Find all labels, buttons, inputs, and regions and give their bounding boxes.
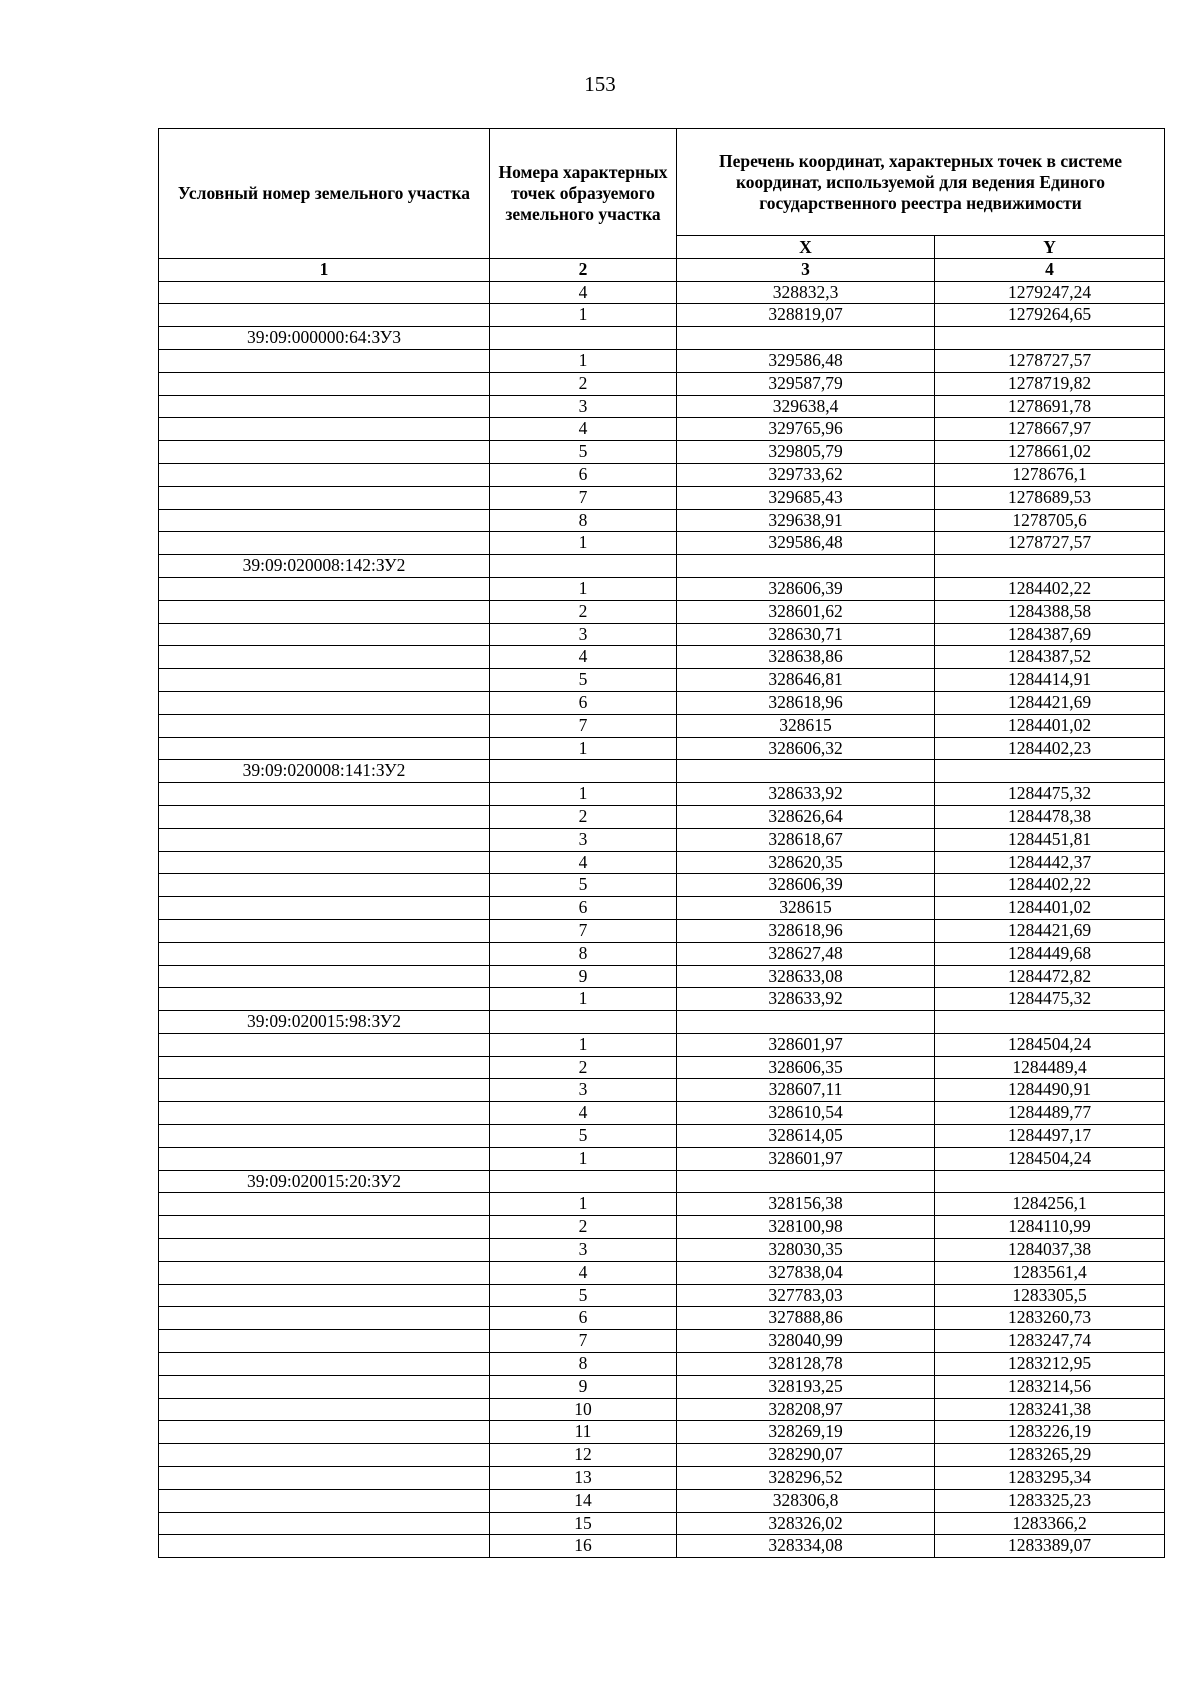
y-coordinate-cell: 1284449,68 <box>935 942 1165 965</box>
parcel-number-cell <box>159 304 490 327</box>
parcel-number-cell <box>159 600 490 623</box>
point-number-cell: 5 <box>490 874 677 897</box>
table-row <box>159 441 1165 464</box>
y-coordinate-cell <box>935 1011 1165 1034</box>
x-coordinate-cell: 328627,48 <box>677 942 935 965</box>
page-number: 153 <box>584 72 616 96</box>
point-number-cell: 1 <box>490 349 677 372</box>
point-number-cell: 14 <box>490 1489 677 1512</box>
x-coordinate-cell: 328290,07 <box>677 1444 935 1467</box>
y-coordinate-cell: 1283241,38 <box>935 1398 1165 1421</box>
table-row <box>159 1170 1165 1193</box>
table-row <box>159 828 1165 851</box>
point-number-cell: 1 <box>490 737 677 760</box>
parcel-number-cell <box>159 1261 490 1284</box>
x-coordinate-cell: 328633,92 <box>677 783 935 806</box>
table-row <box>159 577 1165 600</box>
x-coordinate-cell: 329765,96 <box>677 418 935 441</box>
x-coordinate-cell: 328208,97 <box>677 1398 935 1421</box>
point-number-cell: 9 <box>490 1375 677 1398</box>
point-number-cell: 1 <box>490 1193 677 1216</box>
table-row <box>159 714 1165 737</box>
point-number-cell: 2 <box>490 600 677 623</box>
x-coordinate-cell: 329586,48 <box>677 349 935 372</box>
parcel-number-cell <box>159 669 490 692</box>
table-row <box>159 600 1165 623</box>
x-coordinate-cell: 328606,32 <box>677 737 935 760</box>
y-coordinate-cell: 1284110,99 <box>935 1216 1165 1239</box>
x-coordinate-cell: 328040,99 <box>677 1330 935 1353</box>
point-number-cell: 1 <box>490 1147 677 1170</box>
point-number-cell: 3 <box>490 828 677 851</box>
point-number-cell: 5 <box>490 669 677 692</box>
parcel-number-cell <box>159 532 490 555</box>
parcel-number-cell <box>159 372 490 395</box>
point-number-cell: 11 <box>490 1421 677 1444</box>
point-number-cell: 4 <box>490 851 677 874</box>
table-row <box>159 805 1165 828</box>
x-coordinate-cell: 328630,71 <box>677 623 935 646</box>
point-number-cell: 1 <box>490 1033 677 1056</box>
y-coordinate-cell: 1278676,1 <box>935 463 1165 486</box>
x-coordinate-cell: 329805,79 <box>677 441 935 464</box>
parcel-number-cell <box>159 1353 490 1376</box>
point-number-cell <box>490 1011 677 1034</box>
y-coordinate-cell: 1283305,5 <box>935 1284 1165 1307</box>
y-coordinate-cell: 1284402,22 <box>935 874 1165 897</box>
parcel-number-cell <box>159 1079 490 1102</box>
x-coordinate-cell: 328615 <box>677 897 935 920</box>
x-coordinate-cell: 328618,96 <box>677 919 935 942</box>
x-coordinate-cell: 328601,97 <box>677 1147 935 1170</box>
x-coordinate-cell: 328633,92 <box>677 988 935 1011</box>
table-row <box>159 1147 1165 1170</box>
point-number-cell <box>490 760 677 783</box>
point-number-cell: 5 <box>490 441 677 464</box>
table-row <box>159 1307 1165 1330</box>
x-coordinate-cell: 328646,81 <box>677 669 935 692</box>
parcel-number-cell: 39:09:020015:98:ЗУ2 <box>159 1011 490 1034</box>
x-coordinate-cell: 328638,86 <box>677 646 935 669</box>
parcel-number-cell: 39:09:000000:64:ЗУ3 <box>159 327 490 350</box>
y-coordinate-cell: 1283260,73 <box>935 1307 1165 1330</box>
y-coordinate-cell: 1284402,23 <box>935 737 1165 760</box>
x-coordinate-cell: 328606,39 <box>677 874 935 897</box>
x-coordinate-cell: 328296,52 <box>677 1467 935 1490</box>
point-number-cell: 8 <box>490 509 677 532</box>
y-coordinate-cell: 1284401,02 <box>935 714 1165 737</box>
table-row <box>159 1398 1165 1421</box>
parcel-number-cell <box>159 1444 490 1467</box>
table-row <box>159 349 1165 372</box>
y-coordinate-cell: 1284037,38 <box>935 1239 1165 1262</box>
x-coordinate-cell: 329685,43 <box>677 486 935 509</box>
parcel-number-cell: 39:09:020008:141:ЗУ2 <box>159 760 490 783</box>
table-row <box>159 1125 1165 1148</box>
point-number-cell: 8 <box>490 1353 677 1376</box>
parcel-number-cell <box>159 805 490 828</box>
x-coordinate-cell: 329638,4 <box>677 395 935 418</box>
y-coordinate-cell: 1278727,57 <box>935 349 1165 372</box>
parcel-number-cell <box>159 1056 490 1079</box>
y-coordinate-cell: 1278719,82 <box>935 372 1165 395</box>
table-row <box>159 1239 1165 1262</box>
table-row <box>159 1056 1165 1079</box>
point-number-cell <box>490 555 677 578</box>
y-coordinate-cell: 1284489,4 <box>935 1056 1165 1079</box>
y-coordinate-cell: 1283389,07 <box>935 1535 1165 1558</box>
table-row <box>159 965 1165 988</box>
x-coordinate-cell: 328193,25 <box>677 1375 935 1398</box>
table-row <box>159 1353 1165 1376</box>
point-number-cell: 2 <box>490 805 677 828</box>
parcel-number-cell <box>159 1216 490 1239</box>
y-coordinate-cell <box>935 760 1165 783</box>
x-coordinate-cell: 328819,07 <box>677 304 935 327</box>
parcel-number-cell <box>159 623 490 646</box>
table-row <box>159 304 1165 327</box>
y-coordinate-cell: 1284387,69 <box>935 623 1165 646</box>
parcel-number-cell <box>159 1307 490 1330</box>
y-coordinate-cell: 1283247,74 <box>935 1330 1165 1353</box>
point-number-cell: 2 <box>490 1056 677 1079</box>
parcel-number-cell <box>159 1125 490 1148</box>
point-number-cell: 2 <box>490 1216 677 1239</box>
coordinates-table <box>158 128 1165 1558</box>
table-row <box>159 623 1165 646</box>
table-row <box>159 988 1165 1011</box>
point-number-cell: 9 <box>490 965 677 988</box>
point-number-cell: 3 <box>490 1239 677 1262</box>
y-coordinate-cell: 1279247,24 <box>935 281 1165 304</box>
point-number-cell: 4 <box>490 281 677 304</box>
x-coordinate-cell: 328601,97 <box>677 1033 935 1056</box>
x-coordinate-cell: 328128,78 <box>677 1353 935 1376</box>
header-x: X <box>677 236 935 259</box>
table-row <box>159 874 1165 897</box>
table-row <box>159 1330 1165 1353</box>
y-coordinate-cell: 1283212,95 <box>935 1353 1165 1376</box>
point-number-cell <box>490 1170 677 1193</box>
table-row <box>159 1444 1165 1467</box>
parcel-number-cell: 39:09:020008:142:ЗУ2 <box>159 555 490 578</box>
table-row <box>159 646 1165 669</box>
table-row <box>159 418 1165 441</box>
x-coordinate-cell: 328100,98 <box>677 1216 935 1239</box>
point-number-cell: 7 <box>490 714 677 737</box>
point-number-cell: 5 <box>490 1284 677 1307</box>
parcel-number-cell <box>159 486 490 509</box>
x-coordinate-cell: 328626,64 <box>677 805 935 828</box>
x-coordinate-cell <box>677 555 935 578</box>
x-coordinate-cell: 328334,08 <box>677 1535 935 1558</box>
y-coordinate-cell: 1284504,24 <box>935 1033 1165 1056</box>
header-parcel-number: Условный номер земельного участка <box>159 129 490 259</box>
point-number-cell <box>490 327 677 350</box>
parcel-number-cell <box>159 1193 490 1216</box>
parcel-number-cell <box>159 714 490 737</box>
table-row <box>159 395 1165 418</box>
parcel-number-cell <box>159 1512 490 1535</box>
point-number-cell: 4 <box>490 418 677 441</box>
x-coordinate-cell: 329587,79 <box>677 372 935 395</box>
parcel-number-cell <box>159 1033 490 1056</box>
point-number-cell: 1 <box>490 988 677 1011</box>
y-coordinate-cell: 1278691,78 <box>935 395 1165 418</box>
parcel-number-cell <box>159 395 490 418</box>
x-coordinate-cell: 328306,8 <box>677 1489 935 1512</box>
table-row <box>159 1375 1165 1398</box>
table-row <box>159 851 1165 874</box>
table-row <box>159 669 1165 692</box>
x-coordinate-cell: 327783,03 <box>677 1284 935 1307</box>
x-coordinate-cell <box>677 327 935 350</box>
point-number-cell: 8 <box>490 942 677 965</box>
parcel-number-cell <box>159 1489 490 1512</box>
x-coordinate-cell: 327888,86 <box>677 1307 935 1330</box>
y-coordinate-cell <box>935 327 1165 350</box>
y-coordinate-cell: 1284504,24 <box>935 1147 1165 1170</box>
point-number-cell: 6 <box>490 1307 677 1330</box>
y-coordinate-cell <box>935 555 1165 578</box>
parcel-number-cell <box>159 1375 490 1398</box>
y-coordinate-cell: 1278661,02 <box>935 441 1165 464</box>
y-coordinate-cell: 1284442,37 <box>935 851 1165 874</box>
header-y: Y <box>935 236 1165 259</box>
point-number-cell: 3 <box>490 1079 677 1102</box>
parcel-number-cell <box>159 418 490 441</box>
y-coordinate-cell: 1283561,4 <box>935 1261 1165 1284</box>
x-coordinate-cell: 328610,54 <box>677 1102 935 1125</box>
x-coordinate-cell: 328030,35 <box>677 1239 935 1262</box>
parcel-number-cell <box>159 965 490 988</box>
table-row <box>159 737 1165 760</box>
x-coordinate-cell: 328620,35 <box>677 851 935 874</box>
y-coordinate-cell: 1284472,82 <box>935 965 1165 988</box>
point-number-cell: 4 <box>490 1102 677 1125</box>
parcel-number-cell <box>159 851 490 874</box>
point-number-cell: 3 <box>490 395 677 418</box>
parcel-number-cell <box>159 783 490 806</box>
x-coordinate-cell: 328606,39 <box>677 577 935 600</box>
x-coordinate-cell: 328607,11 <box>677 1079 935 1102</box>
y-coordinate-cell: 1284489,77 <box>935 1102 1165 1125</box>
column-number: 2 <box>490 258 677 281</box>
point-number-cell: 6 <box>490 691 677 714</box>
x-coordinate-cell <box>677 1170 935 1193</box>
x-coordinate-cell: 328606,35 <box>677 1056 935 1079</box>
table-row <box>159 463 1165 486</box>
y-coordinate-cell <box>935 1170 1165 1193</box>
parcel-number-cell <box>159 919 490 942</box>
x-coordinate-cell: 328326,02 <box>677 1512 935 1535</box>
parcel-number-cell <box>159 1284 490 1307</box>
parcel-number-cell <box>159 281 490 304</box>
point-number-cell: 10 <box>490 1398 677 1421</box>
parcel-number-cell <box>159 1535 490 1558</box>
table-row <box>159 1079 1165 1102</box>
table-row <box>159 1284 1165 1307</box>
point-number-cell: 1 <box>490 577 677 600</box>
y-coordinate-cell: 1284478,38 <box>935 805 1165 828</box>
x-coordinate-cell: 328615 <box>677 714 935 737</box>
parcel-number-cell <box>159 1102 490 1125</box>
point-number-cell: 16 <box>490 1535 677 1558</box>
x-coordinate-cell: 328614,05 <box>677 1125 935 1148</box>
table-row <box>159 486 1165 509</box>
point-number-cell: 1 <box>490 532 677 555</box>
table-row <box>159 281 1165 304</box>
y-coordinate-cell: 1278667,97 <box>935 418 1165 441</box>
table-row <box>159 532 1165 555</box>
column-number: 1 <box>159 258 490 281</box>
x-coordinate-cell: 328601,62 <box>677 600 935 623</box>
point-number-cell: 12 <box>490 1444 677 1467</box>
table-row <box>159 1033 1165 1056</box>
table-row <box>159 1535 1165 1558</box>
y-coordinate-cell: 1283325,23 <box>935 1489 1165 1512</box>
x-coordinate-cell: 329586,48 <box>677 532 935 555</box>
table-row <box>159 1489 1165 1512</box>
point-number-cell: 2 <box>490 372 677 395</box>
y-coordinate-cell: 1283226,19 <box>935 1421 1165 1444</box>
y-coordinate-cell: 1284402,22 <box>935 577 1165 600</box>
x-coordinate-cell: 328156,38 <box>677 1193 935 1216</box>
table-row <box>159 1421 1165 1444</box>
parcel-number-cell <box>159 577 490 600</box>
y-coordinate-cell: 1284475,32 <box>935 988 1165 1011</box>
parcel-number-cell <box>159 1467 490 1490</box>
table-row <box>159 555 1165 578</box>
point-number-cell: 6 <box>490 463 677 486</box>
y-coordinate-cell: 1284256,1 <box>935 1193 1165 1216</box>
y-coordinate-cell: 1278727,57 <box>935 532 1165 555</box>
x-coordinate-cell: 328618,96 <box>677 691 935 714</box>
table-row <box>159 1102 1165 1125</box>
point-number-cell: 3 <box>490 623 677 646</box>
point-number-cell: 13 <box>490 1467 677 1490</box>
x-coordinate-cell: 328633,08 <box>677 965 935 988</box>
y-coordinate-cell: 1279264,65 <box>935 304 1165 327</box>
point-number-cell: 4 <box>490 1261 677 1284</box>
parcel-number-cell <box>159 646 490 669</box>
column-number: 3 <box>677 258 935 281</box>
table-row <box>159 1261 1165 1284</box>
y-coordinate-cell: 1284387,52 <box>935 646 1165 669</box>
point-number-cell: 1 <box>490 304 677 327</box>
point-number-cell: 4 <box>490 646 677 669</box>
x-coordinate-cell: 329733,62 <box>677 463 935 486</box>
parcel-number-cell <box>159 942 490 965</box>
column-number: 4 <box>935 258 1165 281</box>
y-coordinate-cell: 1284490,91 <box>935 1079 1165 1102</box>
x-coordinate-cell <box>677 1011 935 1034</box>
parcel-number-cell <box>159 349 490 372</box>
parcel-number-cell <box>159 1398 490 1421</box>
table-row <box>159 919 1165 942</box>
table-row <box>159 783 1165 806</box>
point-number-cell: 6 <box>490 897 677 920</box>
parcel-number-cell <box>159 1239 490 1262</box>
table-row <box>159 372 1165 395</box>
y-coordinate-cell: 1278705,6 <box>935 509 1165 532</box>
table-row <box>159 509 1165 532</box>
table-body <box>159 281 1165 1558</box>
x-coordinate-cell: 328618,67 <box>677 828 935 851</box>
point-number-cell: 1 <box>490 783 677 806</box>
x-coordinate-cell <box>677 760 935 783</box>
table-row <box>159 1216 1165 1239</box>
y-coordinate-cell: 1283295,34 <box>935 1467 1165 1490</box>
table-row <box>159 1011 1165 1034</box>
y-coordinate-cell: 1283265,29 <box>935 1444 1165 1467</box>
parcel-number-cell <box>159 1330 490 1353</box>
parcel-number-cell <box>159 1147 490 1170</box>
y-coordinate-cell: 1284414,91 <box>935 669 1165 692</box>
parcel-number-cell <box>159 874 490 897</box>
table-row <box>159 1512 1165 1535</box>
point-number-cell: 7 <box>490 1330 677 1353</box>
parcel-number-cell <box>159 828 490 851</box>
table-row <box>159 327 1165 350</box>
y-coordinate-cell: 1278689,53 <box>935 486 1165 509</box>
table-row <box>159 942 1165 965</box>
y-coordinate-cell: 1284475,32 <box>935 783 1165 806</box>
y-coordinate-cell: 1284451,81 <box>935 828 1165 851</box>
y-coordinate-cell: 1284401,02 <box>935 897 1165 920</box>
point-number-cell: 7 <box>490 919 677 942</box>
parcel-number-cell <box>159 897 490 920</box>
header-coordinates: Перечень координат, характерных точек в системе координат, используемой для ведения Единого государственного реестра недвижимости <box>677 129 1165 236</box>
parcel-number-cell <box>159 463 490 486</box>
y-coordinate-cell: 1284497,17 <box>935 1125 1165 1148</box>
y-coordinate-cell: 1284421,69 <box>935 919 1165 942</box>
parcel-number-cell <box>159 988 490 1011</box>
y-coordinate-cell: 1284421,69 <box>935 691 1165 714</box>
parcel-number-cell <box>159 509 490 532</box>
header-point-numbers: Номера характерных точек образуемого земельного участка <box>490 129 677 259</box>
point-number-cell: 7 <box>490 486 677 509</box>
x-coordinate-cell: 329638,91 <box>677 509 935 532</box>
y-coordinate-cell: 1284388,58 <box>935 600 1165 623</box>
table-row <box>159 760 1165 783</box>
y-coordinate-cell: 1283214,56 <box>935 1375 1165 1398</box>
x-coordinate-cell: 328832,3 <box>677 281 935 304</box>
table-row <box>159 1193 1165 1216</box>
parcel-number-cell <box>159 441 490 464</box>
table-row <box>159 897 1165 920</box>
parcel-number-cell <box>159 737 490 760</box>
x-coordinate-cell: 327838,04 <box>677 1261 935 1284</box>
point-number-cell: 5 <box>490 1125 677 1148</box>
parcel-number-cell <box>159 1421 490 1444</box>
y-coordinate-cell: 1283366,2 <box>935 1512 1165 1535</box>
parcel-number-cell <box>159 691 490 714</box>
point-number-cell: 15 <box>490 1512 677 1535</box>
table-row <box>159 1467 1165 1490</box>
parcel-number-cell: 39:09:020015:20:ЗУ2 <box>159 1170 490 1193</box>
table-row <box>159 691 1165 714</box>
x-coordinate-cell: 328269,19 <box>677 1421 935 1444</box>
